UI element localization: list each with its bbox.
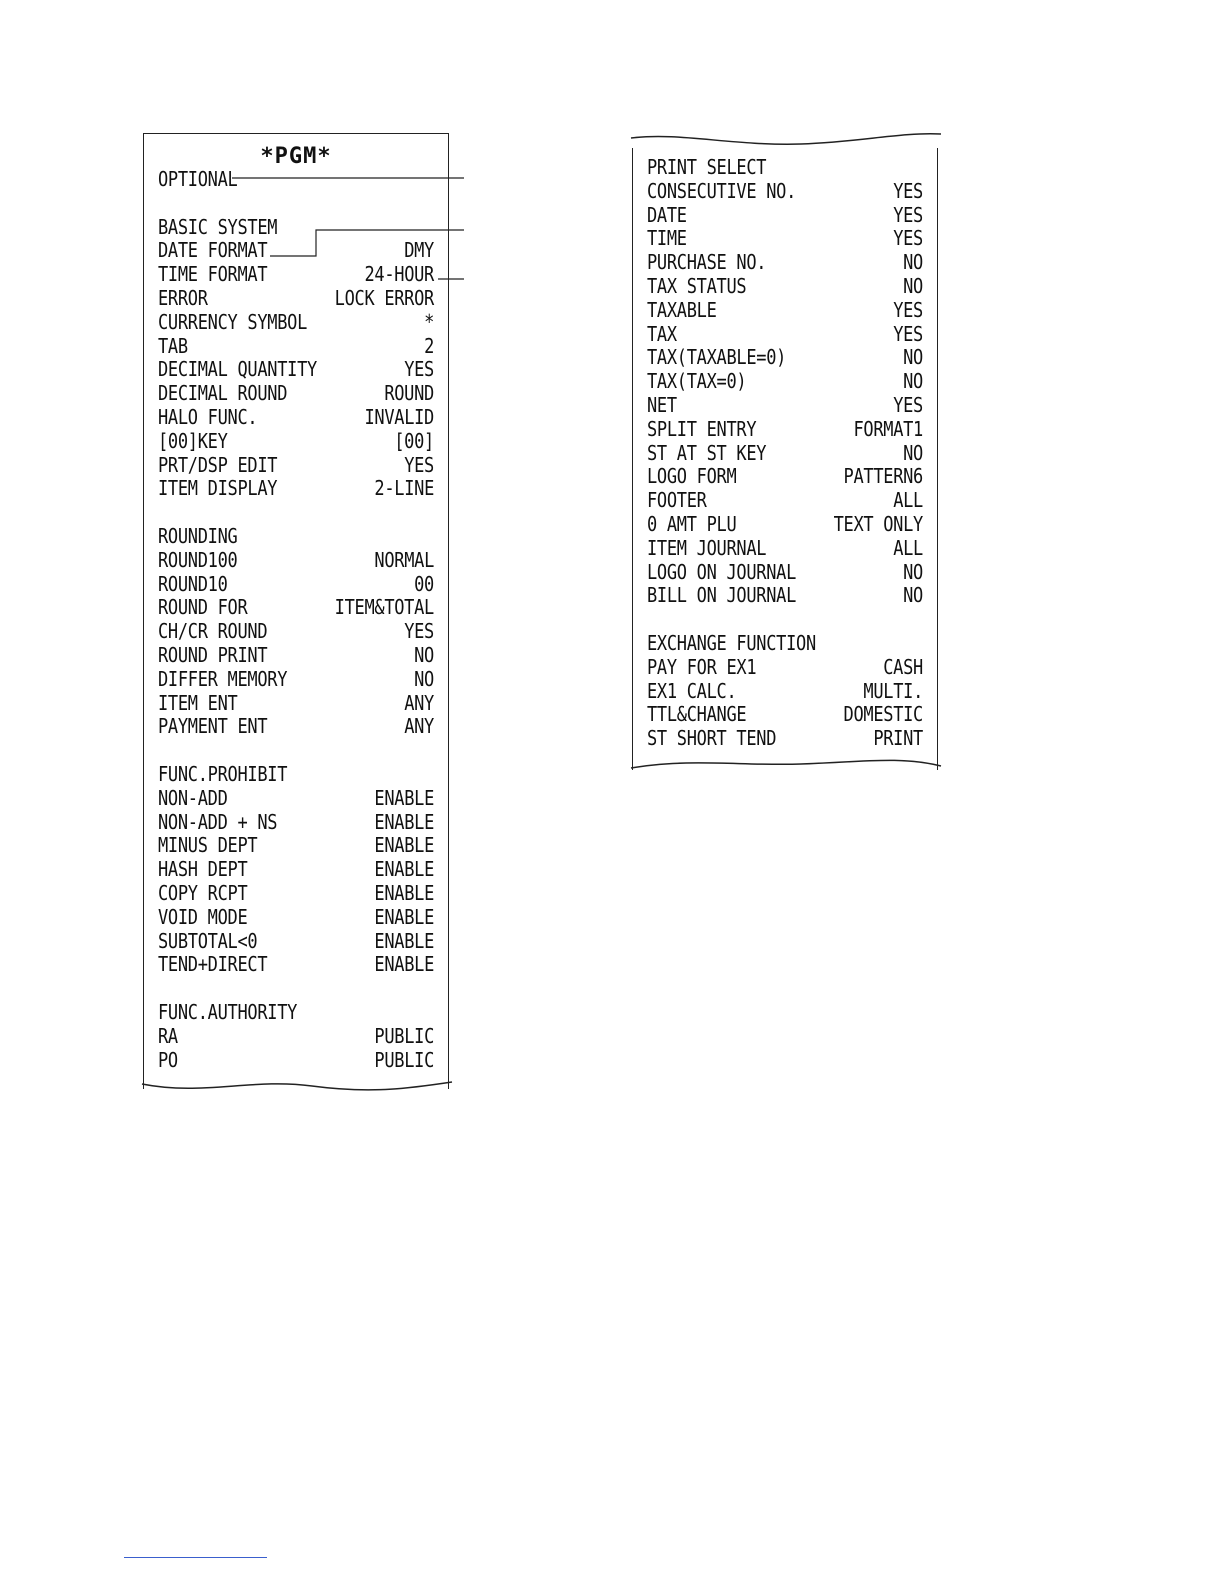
line-value: DOMESTIC — [843, 703, 923, 728]
line-value: PUBLIC — [374, 1048, 434, 1073]
line-label: DIFFER MEMORY — [158, 667, 288, 692]
line-label: TIME FORMAT — [158, 263, 268, 287]
line-value: ENABLE — [374, 882, 434, 906]
line-label: TAX STATUS — [647, 275, 747, 299]
line-label: HALO FUNC. — [158, 406, 258, 430]
line-value: PUBLIC — [374, 1024, 434, 1049]
leader-date-format — [270, 230, 464, 256]
line-value: YES — [404, 453, 434, 478]
line-value: ANY — [404, 715, 434, 740]
line-label: DATE FORMAT — [158, 239, 268, 264]
line-label: LOGO ON JOURNAL — [647, 560, 797, 585]
line-label: PRT/DSP EDIT — [158, 453, 278, 478]
line-value: TEXT ONLY — [833, 513, 923, 537]
line-value: NO — [903, 251, 923, 275]
line-value: ROUND — [384, 382, 434, 406]
line-value: YES — [893, 227, 923, 252]
line-label: TTL&CHANGE — [647, 703, 747, 728]
line-value: NO — [903, 275, 923, 299]
line-label: DECIMAL QUANTITY — [158, 358, 317, 383]
line-label: RA — [158, 1024, 178, 1049]
line-value: NO — [414, 667, 434, 692]
line-label: PURCHASE NO. — [647, 251, 767, 275]
line-label: NET — [647, 394, 677, 418]
line-value: CASH — [883, 655, 923, 680]
line-label: BASIC SYSTEM — [158, 215, 278, 240]
line-label: TAX(TAX=0) — [647, 370, 747, 394]
line-value: ENABLE — [374, 786, 434, 811]
line-label: ROUNDING — [158, 525, 238, 549]
line-label: EXCHANGE FUNCTION — [647, 632, 816, 656]
line-value: YES — [893, 298, 923, 323]
line-value: ALL — [893, 536, 923, 561]
line-label: ROUND FOR — [158, 596, 248, 621]
line-label: COPY RCPT — [158, 882, 248, 906]
line-label: FUNC.PROHIBIT — [158, 763, 288, 787]
line-value: PRINT — [873, 727, 923, 751]
line-label: ST SHORT TEND — [647, 727, 777, 751]
line-value: LOCK ERROR — [334, 287, 434, 311]
line-label: NON-ADD + NS — [158, 810, 278, 835]
line-value: NO — [903, 346, 923, 371]
line-value: YES — [893, 203, 923, 228]
line-value: NORMAL — [374, 548, 434, 573]
line-label: ROUND10 — [158, 572, 228, 597]
line-label: PAYMENT ENT — [158, 715, 268, 740]
line-value: ALL — [893, 489, 923, 513]
line-label: 0 AMT PLU — [647, 513, 737, 537]
line-value: YES — [404, 620, 434, 644]
line-value: YES — [893, 179, 923, 204]
line-label: DATE — [647, 203, 687, 228]
line-label: ST AT ST KEY — [647, 441, 767, 466]
line-value: [00] — [394, 429, 434, 454]
line-value: 00 — [414, 572, 434, 597]
line-label: CH/CR ROUND — [158, 620, 268, 644]
line-value: NO — [903, 370, 923, 394]
line-label: SUBTOTAL<0 — [158, 929, 258, 954]
line-label: OPTIONAL — [158, 168, 238, 192]
line-label: TAB — [158, 334, 188, 359]
line-label: CONSECUTIVE NO. — [647, 179, 797, 204]
line-label: DECIMAL ROUND — [158, 382, 288, 406]
line-label: CURRENCY SYMBOL — [158, 310, 308, 335]
line-value: DMY — [404, 239, 434, 264]
line-value: ANY — [404, 691, 434, 716]
line-label: ROUND100 — [158, 548, 238, 573]
line-label: PAY FOR EX1 — [647, 655, 757, 680]
line-label: ITEM ENT — [158, 691, 238, 716]
line-value: INVALID — [364, 406, 434, 430]
line-label: TIME — [647, 227, 687, 252]
line-label: FOOTER — [647, 489, 707, 513]
line-label: LOGO FORM — [647, 465, 737, 490]
line-value: PATTERN6 — [843, 465, 923, 490]
line-label: MINUS DEPT — [158, 834, 258, 859]
line-value: ENABLE — [374, 905, 434, 930]
line-value: YES — [893, 394, 923, 418]
line-value: 24-HOUR — [364, 263, 434, 287]
line-value: YES — [893, 322, 923, 347]
line-value: ENABLE — [374, 810, 434, 835]
footer-rule — [124, 1557, 267, 1558]
line-label: FUNC.AUTHORITY — [158, 1001, 298, 1025]
line-label: ERROR — [158, 287, 208, 311]
line-value: ITEM&TOTAL — [334, 596, 434, 621]
line-value: 2 — [424, 334, 434, 359]
line-value: NO — [903, 560, 923, 585]
line-value: YES — [404, 358, 434, 383]
line-value: FORMAT1 — [853, 417, 923, 442]
line-label: HASH DEPT — [158, 858, 248, 882]
line-label: ITEM DISPLAY — [158, 477, 278, 502]
line-label: VOID MODE — [158, 905, 248, 930]
line-value: 2-LINE — [374, 477, 434, 502]
line-label: ROUND PRINT — [158, 644, 268, 668]
line-label: TAX(TAXABLE=0) — [647, 346, 787, 371]
line-label: TAXABLE — [647, 298, 717, 323]
receipt-title: *PGM* — [260, 144, 332, 169]
line-label: TEND+DIRECT — [158, 953, 268, 978]
line-label: PRINT SELECT — [647, 156, 767, 180]
line-value: MULTI. — [863, 679, 923, 704]
line-value: ENABLE — [374, 929, 434, 954]
line-value: ENABLE — [374, 953, 434, 978]
line-label: TAX — [647, 322, 677, 347]
line-label: SPLIT ENTRY — [647, 417, 757, 442]
line-value: NO — [903, 441, 923, 466]
line-label: BILL ON JOURNAL — [647, 584, 797, 609]
line-label: NON-ADD — [158, 786, 228, 811]
line-value: ENABLE — [374, 834, 434, 859]
line-value: NO — [903, 584, 923, 609]
line-label: [00]KEY — [158, 429, 228, 454]
line-label: ITEM JOURNAL — [647, 536, 767, 561]
line-label: EX1 CALC. — [647, 679, 737, 704]
line-label: PO — [158, 1048, 178, 1073]
line-value: * — [424, 310, 434, 335]
line-value: NO — [414, 644, 434, 668]
line-value: ENABLE — [374, 858, 434, 882]
